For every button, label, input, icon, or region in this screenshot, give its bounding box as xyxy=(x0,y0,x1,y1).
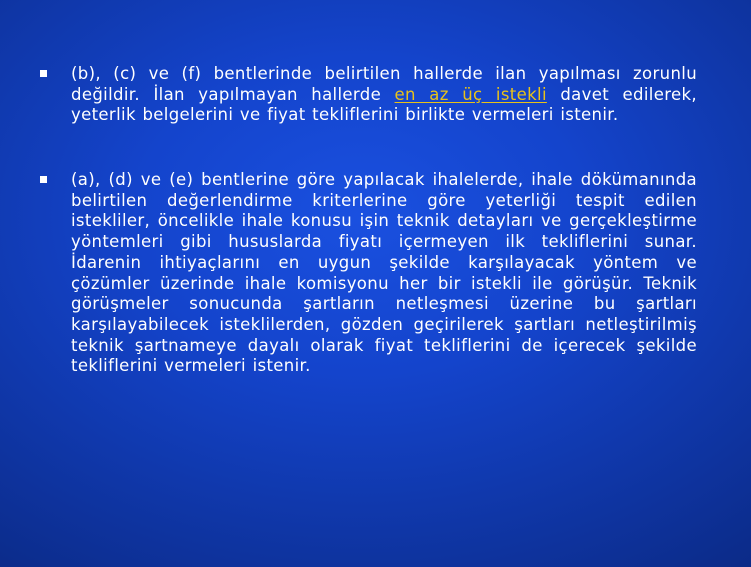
bullet-text-1 xyxy=(71,64,697,126)
square-bullet-icon xyxy=(40,176,47,183)
bullet-text-1-after: davet edilerek, yeterlik belgelerini ve fiyat tekliflerini birlikte vermeleri istenir. xyxy=(71,84,697,125)
bullet-text-1-before: (b), (c) ve (f) bentlerinde belirtilen hallerde ilan yapılması zorunlu değildir. İlan yapılmayan hallerde xyxy=(71,64,697,104)
square-bullet-icon xyxy=(40,70,47,77)
bullet-text-2: (a), (d) ve (e) bentlerine göre yapılacak ihalelerde, ihale dökümanında belirtilen değerlendirme kriterlerine göre yeterliği tespit edilen istekliler, öncelikle ihale konusu işin teknik detayları ve gerçekleştirme yöntemleri gibi hususlarda fiyatı içermeyen ilk tekliflerini sunar. İdarenin ihtiyaçlarını en uygun şekilde karşılayacak yöntem ve çözümler üzerinde ihale komisyonu her bir istekli ile görüşür. Teknik görüşmeler sonucunda şartların netleşmesi üzerine bu şartları karşılayabilecek isteklilerden, gözden geçirilerek şartları netleştirilmiş teknik şartnameye dayalı olarak fiyat tekliflerini de içerecek şekilde tekliflerini vermeleri istenir. xyxy=(71,170,697,376)
highlighted-phrase: en az üç istekli xyxy=(394,84,547,104)
